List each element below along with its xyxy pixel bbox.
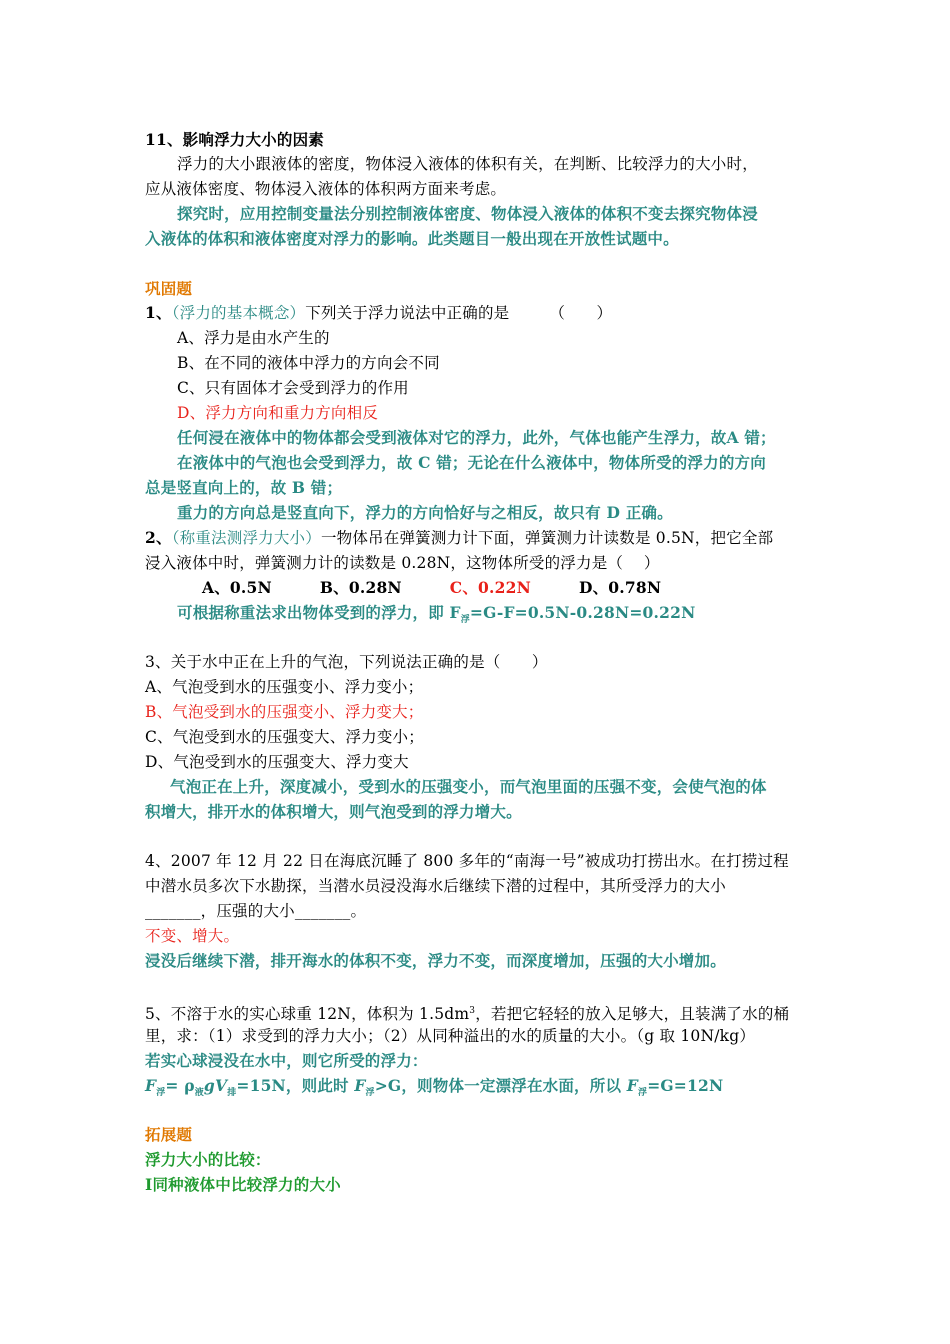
question-tag: （称重法测浮力大小）	[171, 529, 321, 547]
force-symbol: F	[145, 1076, 157, 1095]
extension-item: Ⅰ同种液体中比较浮力的大小	[145, 1175, 341, 1194]
option-a: A、气泡受到水的压强变小、浮力变小；	[145, 678, 424, 696]
question-5-stem-cont: 里，求：（1）求受到的浮力大小；（2）从同种溢出的水的质量的大小。（g 取 10N/kg）	[145, 1027, 756, 1045]
question-4-stem-cont: 中潜水员多次下水勘探，当潜水员浸没海水后继续下潜的过程中，其所受浮力的大小	[145, 877, 726, 895]
question-2-stem	[145, 526, 815, 550]
subscript: 排	[227, 1088, 237, 1098]
explanation-line: 任何浸在液体中的物体都会受到液体对它的浮力，此外，气体也能产生浮力，故A 错；	[177, 428, 776, 447]
question-4-stem: 4、2007 年 12 月 22 日在海底沉睡了 800 多年的“南海一号”被成功打捞出水。在打捞过程	[145, 852, 789, 870]
question-text: 5、不溶于水的实心球重 12N，体积为 1.5dm	[145, 1005, 470, 1024]
question-2-stem-cont: 浸入液体中时，弹簧测力计的读数是 0.28N，这物体所受的浮力是（ ）	[145, 554, 660, 572]
question-3-stem: 3、关于水中正在上升的气泡，下列说法正确的是（ ）	[145, 653, 548, 671]
question-number: 2、	[145, 528, 172, 547]
formula-part: = ρ	[165, 1076, 195, 1095]
option-b: B、在不同的液体中浮力的方向会不同	[177, 354, 440, 372]
option-d: D、0.78N	[578, 578, 662, 597]
subscript: 浮	[637, 1088, 648, 1098]
question-4-blanks: _______，压强的大小_______。	[145, 902, 367, 920]
question-2-choices	[202, 576, 872, 600]
option-a: A、0.5N	[202, 578, 272, 597]
option-b: B、0.28N	[319, 578, 402, 597]
explanation-text: 可根据称重法求出物体受到的浮力，即 F	[177, 603, 461, 622]
answer-paren: （ ）	[549, 304, 613, 322]
question-text: ，若把它轻轻的放入足够大，且装满了水的桶	[475, 1005, 790, 1024]
subscript: 浮	[460, 615, 470, 625]
question-number: 1、	[145, 303, 172, 322]
option-c: C、气泡受到水的压强变大、浮力变小；	[145, 728, 424, 746]
explanation-line: 若实心球浸没在水中，则它所受的浮力：	[145, 1051, 428, 1070]
extension-heading: 拓展题	[145, 1125, 193, 1144]
force-symbol: F	[354, 1076, 366, 1095]
paragraph-text: 应从液体密度、物体浸入液体的体积两方面来考虑。	[145, 180, 507, 198]
force-symbol: F	[626, 1076, 638, 1095]
question-text: 一物体吊在弹簧测力计下面，弹簧测力计读数是 0.5N，把它全部	[320, 529, 774, 547]
formula-part: =15N，则此时	[236, 1076, 355, 1095]
question-text: 下列关于浮力说法中正确的是	[305, 304, 510, 322]
option-c: C、只有固体才会受到浮力的作用	[177, 379, 409, 397]
formula-part: >G，则物体一定漂浮在水面，所以	[374, 1076, 627, 1095]
option-b-correct: B、气泡受到水的压强变小、浮力变大；	[145, 703, 424, 721]
explanation-line: 重力的方向总是竖直向下，浮力的方向恰好与之相反，故只有 D 正确。	[177, 503, 673, 522]
option-d-correct: D、浮力方向和重力方向相反	[177, 404, 379, 422]
question-tag: （浮力的基本概念）	[171, 304, 306, 322]
section-title: 11、影响浮力大小的因素	[145, 130, 324, 149]
subscript: 浮	[365, 1088, 375, 1098]
subscript: 浮	[156, 1088, 166, 1098]
paragraph-highlight: 入液体的体积和液体密度对浮力的影响。此类题目一般出现在开放性试题中。	[145, 229, 679, 248]
paragraph-text: 浮力的大小跟液体的密度，物体浸入液体的体积有关，在判断、比较浮力的大小时，	[177, 155, 758, 173]
explanation-formula: =G-F=0.5N-0.28N=0.22N	[469, 603, 696, 622]
explanation-line: 总是竖直向上的，故 B 错；	[145, 478, 343, 497]
explanation-formula	[145, 1074, 815, 1105]
question-5-stem	[145, 999, 815, 1026]
option-c-correct: C、0.22N	[449, 578, 531, 597]
extension-subheading: 浮力大小的比较：	[145, 1150, 271, 1169]
subscript: 液	[194, 1088, 204, 1098]
explanation-line: 气泡正在上升，深度减小，受到水的压强变小，而气泡里面的压强不变，会使气泡的体	[170, 777, 767, 796]
explanation-line: 在液体中的气泡也会受到浮力，故 C 错；无论在什么液体中，物体所受的浮力的方向	[177, 453, 766, 472]
explanation-line: 积增大，排开水的体积增大，则气泡受到的浮力增大。	[145, 802, 522, 821]
option-a: A、浮力是由水产生的	[177, 329, 330, 347]
explanation-line: 浸没后继续下潜，排开海水的体积不变，浮力不变，而深度增加，压强的大小增加。	[145, 951, 726, 970]
option-d: D、气泡受到水的压强变大、浮力变大	[145, 753, 409, 771]
formula-part: gV	[203, 1076, 228, 1095]
formula-part: =G=12N	[647, 1076, 724, 1095]
consolidation-heading: 巩固题	[145, 279, 193, 298]
explanation-line	[177, 601, 815, 632]
question-1-stem	[145, 301, 815, 325]
paragraph-highlight: 探究时，应用控制变量法分别控制液体密度、物体浸入液体的体积不变去探究物体浸	[177, 204, 758, 223]
superscript: 3	[469, 1006, 476, 1016]
answer-text: 不变、增大。	[145, 927, 240, 945]
